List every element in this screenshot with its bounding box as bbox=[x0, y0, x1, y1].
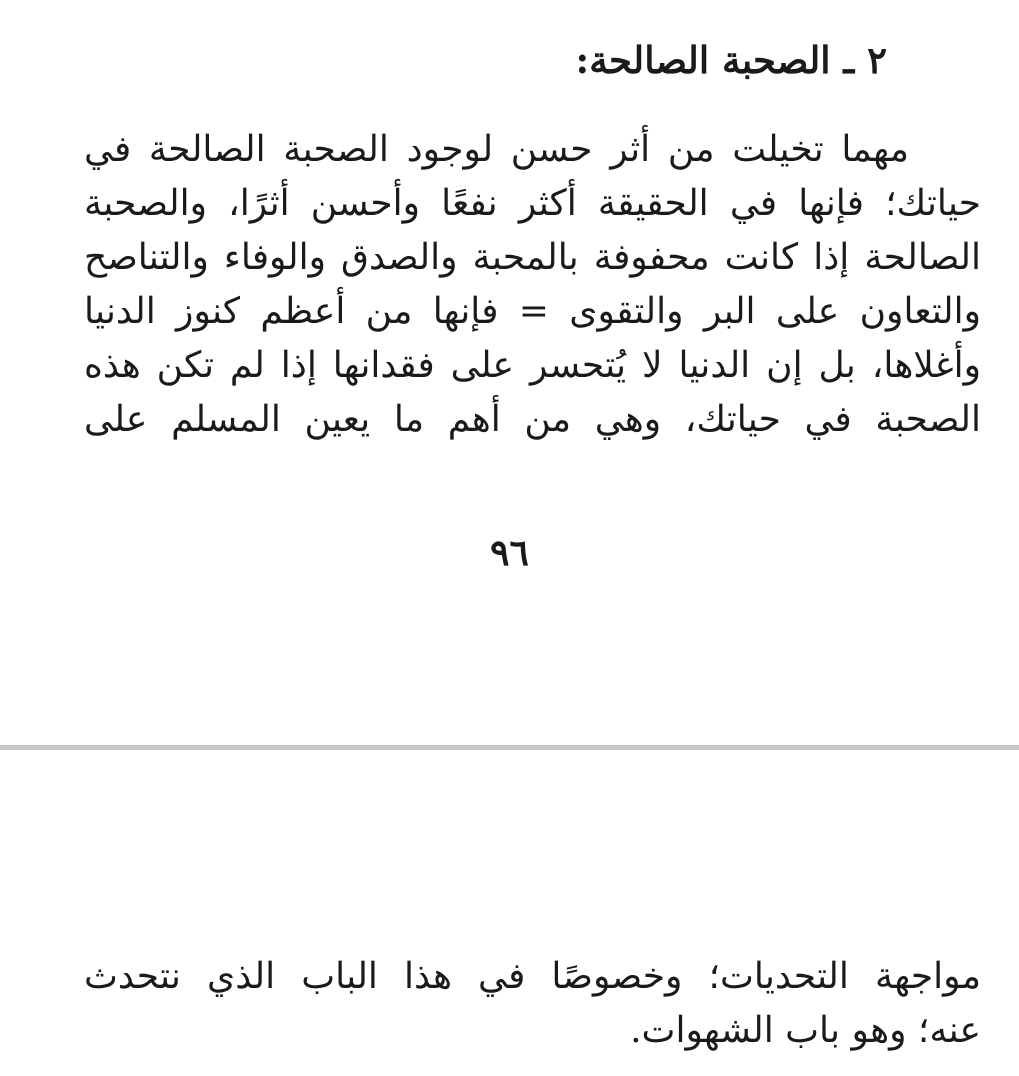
book-page-lower bbox=[0, 750, 1019, 1076]
paragraph-body bbox=[84, 123, 981, 447]
paragraph-line: عنه؛ وهو باب الشهوات. bbox=[630, 1010, 981, 1051]
paragraph-line: الصالحة إذا كانت محفوفة بالمحبة والصدق والوفاء والتناصح bbox=[84, 237, 981, 278]
paragraph-continuation bbox=[84, 950, 981, 1058]
page-number: ٩٦ bbox=[490, 532, 529, 574]
paragraph-line: الصحبة في حياتك، وهي من أهم ما يعين المسلم على bbox=[84, 399, 981, 440]
paragraph-line: حياتك؛ فإنها في الحقيقة أكثر نفعًا وأحسن أثرًا، والصحبة bbox=[84, 183, 981, 224]
paragraph-line: وأغلاها، بل إن الدنيا لا يُتحسر على فقدانها إذا لم تكن هذه bbox=[84, 345, 981, 386]
paragraph-line: مواجهة التحديات؛ وخصوصًا في هذا الباب الذي نتحدث bbox=[84, 956, 981, 997]
paragraph-line: والتعاون على البر والتقوى = فإنها من أعظم كنوز الدنيا bbox=[84, 291, 981, 332]
section-heading: ٢ ـ الصحبة الصالحة: bbox=[575, 38, 887, 82]
paragraph-line: مهما تخيلت من أثر حسن لوجود الصحبة الصالحة في bbox=[84, 129, 909, 170]
